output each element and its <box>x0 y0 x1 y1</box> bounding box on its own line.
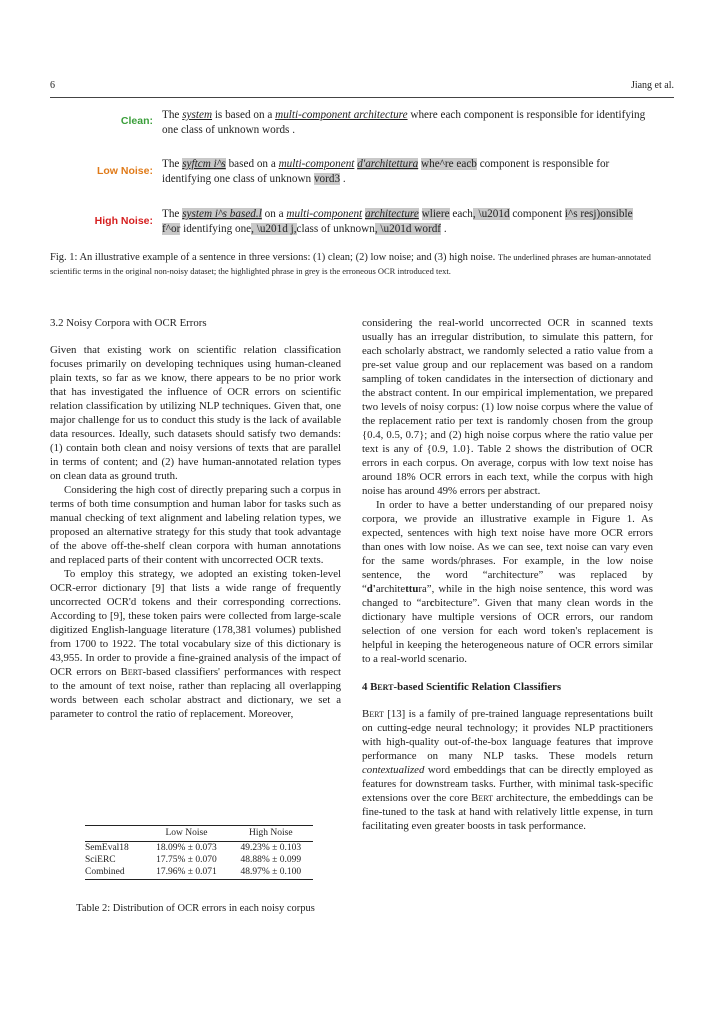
clean-label: Clean: <box>120 115 153 127</box>
page-header <box>50 80 674 94</box>
high-noise-sentence: The system i^s based.l on a multi-component architecture wliere each, \u201d component i^s resj)onsible f^or identifying one, \u201d j,class of unknown, \u201d wordf . <box>162 208 633 235</box>
table-row: SemEval18 18.09% ± 0.073 49.23% ± 0.103 <box>85 843 302 853</box>
low-noise-sentence: The syftcm i^s based on a multi-component d'architettura whe^re eacb component is responsible for identifying one class of unknown vord3 . <box>162 158 610 185</box>
table-row: SciERC 17.75% ± 0.070 48.88% ± 0.099 <box>85 855 302 865</box>
section-title-4: 4 Bert-based Scientific Relation Classifiers <box>362 681 562 693</box>
high-noise-label: High Noise: <box>94 215 153 227</box>
figure-caption: Fig. 1: An illustrative example of a sentence in three versions: (1) clean; (2) low noise; and (3) high noise. The underlined phrases are human-annotated scientific terms in the original non-noisy dataset; the highlighted phrase in grey is the erroneous OCR introduced text. <box>50 252 651 276</box>
paragraph: considering the real-world uncorrected OCR in scanned texts usually has an irregular distribution, to simulate this pattern, for each scholarly abstract, we randomly selected a ratio value from a pre-set value group and our replacement was based on a random sampling of token candidates in the intersection of dictionary and the abstract content. In our empirical implementation, we prepared two levels of noisy corpus: (1) low noise corpus where the value of the replacement ratio per text is randomly chosen from the group {0.4, 0.5, 0.7}; and (2) high noise corpus where the ratio value per text is any of {0.9, 1.0}. Table 2 shows the distribution of OCR errors in each corpus. On average, corpus with low text noise has around 18% OCR errors in each text, while the corpus with high noise has around 49% errors per abstract. <box>362 317 653 497</box>
ocr-error-table <box>85 825 313 880</box>
section-title-3-2: 3.2 Noisy Corpora with OCR Errors <box>50 317 207 329</box>
table-caption: Table 2: Distribution of OCR errors in each noisy corpus <box>76 903 315 914</box>
right-column <box>362 316 653 833</box>
running-title: Jiang et al. <box>630 80 674 91</box>
clean-sentence: The system is based on a multi-component architecture where each component is responsible for identifying one class of unknown words . <box>162 109 646 136</box>
paragraph: Given that existing work on scientific relation classification focuses primarily on developing techniques using human-cleaned plain texts, so far as we know, there appears to be no prior work that has investigated the influence of OCR errors on scientific relation classification by utilizing NLP techniques. Given that, one major challenge for us to conduct this study is the lack of available data resources. Ideally, such datasets should satisfy two demands: (1) contain both clean and noisy versions of texts that are parallel in terms of content; and (2) have human-annotated relation types on clean data as ground truth. <box>50 344 341 482</box>
paragraph: Bert [13] is a family of pre-trained language representations built on cutting-edge neural technology; it provides NLP practitioners with high-quality out-of-the-box language features that improve performance on many NLP tasks. These models return contextualized word embeddings that can be directly employed as features for downstream tasks. Further, with minimal task-specific extensions over the core Bert architecture, the embeddings can be fine-tuned to the task at hand with relatively little expense, in turn facilitating even greater boosts in task performance. <box>362 708 653 832</box>
table-row: Combined 17.96% ± 0.071 48.97% ± 0.100 <box>85 866 313 880</box>
paragraph: To employ this strategy, we adopted an existing token-level OCR-error dictionary [9] that lists a wide range of frequently uncorrected OCR'd tokens and their corresponding corrections. According to [9], these token pairs were collected from large-scale digitized English-language literature (178,381 volumes) published from 1700 to 1922. The total vocabulary size of this dictionary is 43,955. In order to provide a fine-grained analysis of the impact of OCR errors on Bert-based classifiers' performances with respect to the amount of text noise, rather than replacing all overlapping words between each scholar abstract and dictionary, we set a parameter to control the ratio of replacement. Moreover, <box>50 568 341 720</box>
paragraph: Considering the high cost of directly preparing such a corpus in terms of both time consumption and human labor for tasks such as manual checking of text alignment and labeling relation types, we proposed an alternative strategy for this study that took advantage of the above off-the-shelf clean corpora with human annotations and replaced parts of their content with uncorrected OCR texts. <box>50 484 341 566</box>
low-noise-label: Low Noise: <box>96 165 153 177</box>
left-column <box>50 316 341 721</box>
table-header-row: Low Noise High Noise <box>85 826 313 842</box>
page-number: 6 <box>50 80 55 91</box>
paragraph: In order to have a better understanding of our prepared noisy corpora, we provide an illustrative example in Figure 1. As expected, sentences with high text noise have more OCR errors than ones with low noise. As we can see, text noise can vary even for the same words/phrases. For example, in the low noise sentence, the word “architecture” was replaced by “d'architettura”, while in the high noise sentence, this word was changed to “arcbitecture”. Given that many clean words in the dictionary have multiple versions of OCR errors, our random selection of one version for each word token's replacement is helpful in keeping the heterogeneous nature of OCR errors similar to a real-world scenario. <box>362 499 653 665</box>
header-rule <box>50 97 674 98</box>
